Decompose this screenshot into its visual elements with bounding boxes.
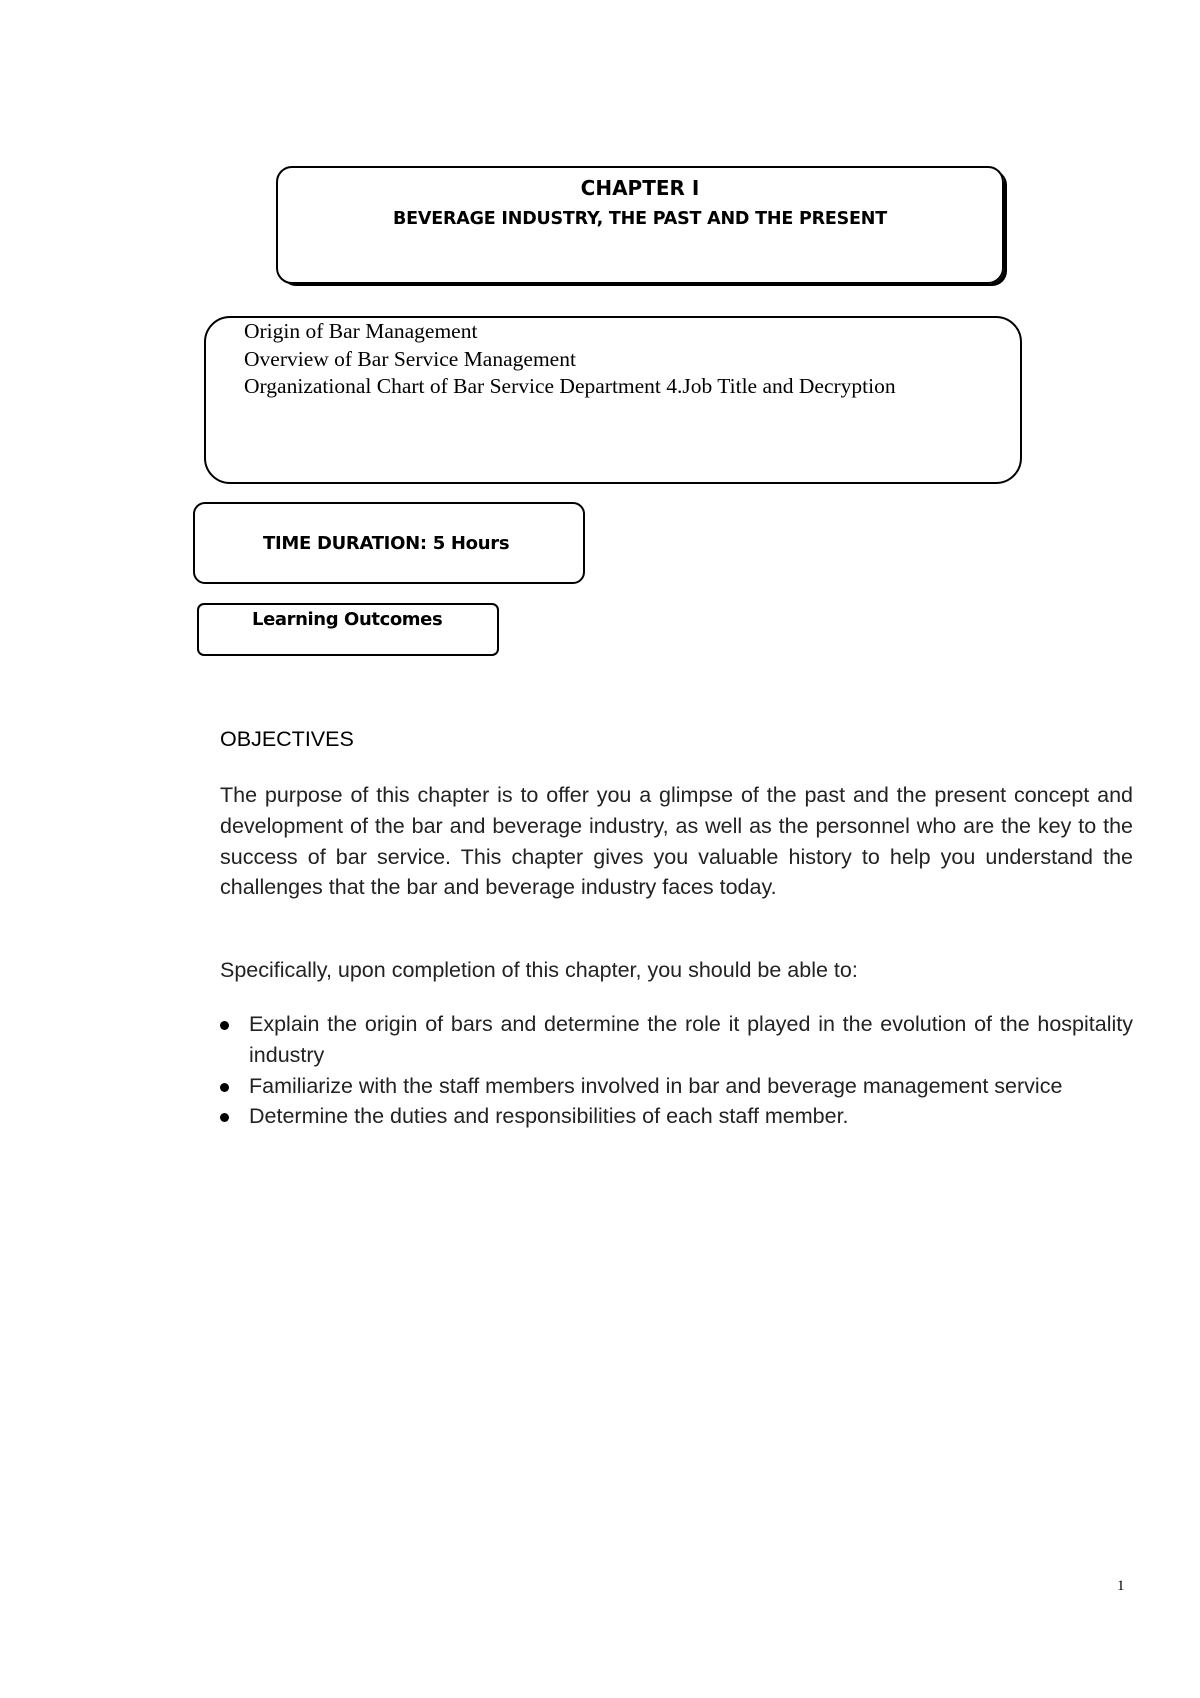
- bullet-text: Determine the duties and responsibilities of each staff member.: [249, 1104, 849, 1129]
- objectives-heading: OBJECTIVES: [220, 727, 354, 751]
- topics-list: [244, 318, 896, 401]
- page-number: 1: [1117, 1578, 1125, 1594]
- objectives-bullet-list: [220, 1009, 1133, 1132]
- bullet-text: Explain the origin of bars and determine the role it played in the evolution of the hospitality industry: [249, 1012, 1133, 1067]
- topic-item: Organizational Chart of Bar Service Department 4.Job Title and Decryption: [244, 374, 896, 398]
- chapter-subtitle: BEVERAGE INDUSTRY, THE PAST AND THE PRESENT: [393, 209, 887, 229]
- topics-box: [204, 316, 1022, 484]
- topic-item: Origin of Bar Management: [244, 319, 478, 343]
- objectives-intro: Specifically, upon completion of this chapter, you should be able to:: [220, 958, 858, 982]
- time-duration-text: TIME DURATION: 5 Hours: [263, 533, 510, 554]
- bullet-icon: [220, 1083, 229, 1092]
- learning-outcomes-box: [197, 603, 499, 656]
- topic-item: Overview of Bar Service Management: [244, 346, 576, 371]
- bullet-item: [220, 1101, 1133, 1132]
- bullet-icon: [220, 1113, 229, 1122]
- bullet-icon: [220, 1021, 229, 1030]
- bullet-item: [220, 1009, 1133, 1071]
- bullet-item: [220, 1071, 1133, 1102]
- objectives-paragraph: The purpose of this chapter is to offer you a glimpse of the past and the present concept and development of the bar and beverage industry, as well as the personnel who are the key to the success of bar service. This chapter gives you valuable history to help you understand the challenges that the bar and beverage industry faces today.: [220, 783, 1133, 900]
- time-duration-box: [193, 502, 585, 584]
- learning-outcomes-label: Learning Outcomes: [252, 609, 443, 630]
- bullet-text: Familiarize with the staff members involved in bar and beverage management service: [249, 1073, 1063, 1098]
- chapter-title-box: [276, 166, 1004, 284]
- chapter-label: CHAPTER I: [580, 176, 700, 200]
